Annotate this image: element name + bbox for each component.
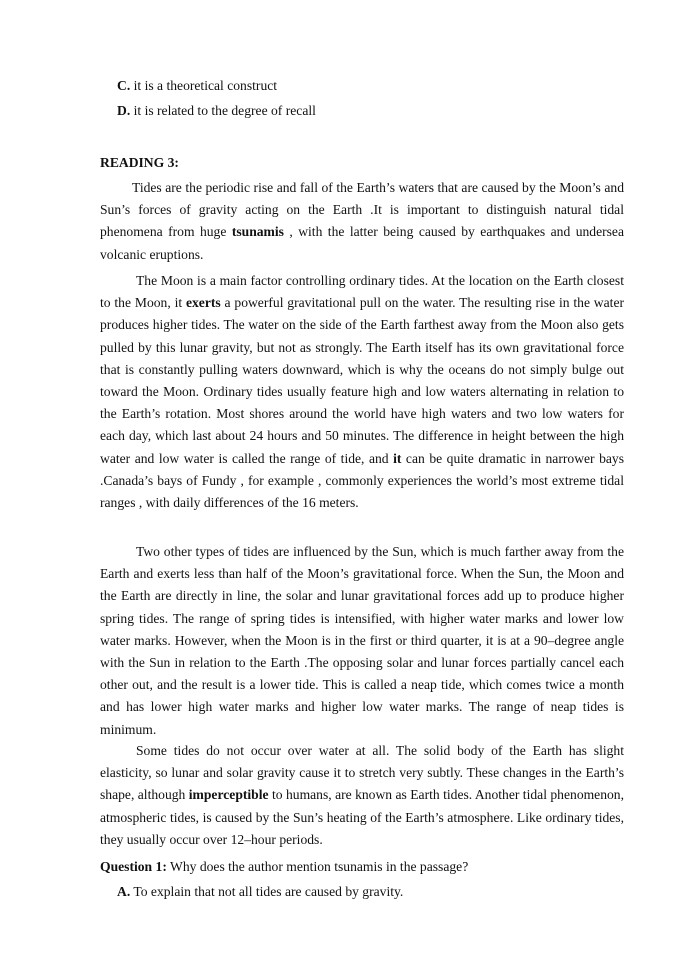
paragraph-2 xyxy=(100,270,624,514)
paragraph-1-part-a: Tides are the periodic rise and fall of the Earth’s waters that are caused by the Moon’s and Sun’s forces of gravity acting on the Earth .It is important to distinguish natural tidal phenomena from huge xyxy=(100,180,624,240)
option-a-text: To explain that not all tides are caused by gravity. xyxy=(130,884,404,899)
paragraph-4-part-a: Some tides do not occur over water at all. The solid body of the Earth has slight elasticity, so lunar and solar gravity cause it to stretch very subtly. These changes in the Earth’s shape, although xyxy=(100,743,624,803)
option-d-text: it is related to the degree of recall xyxy=(130,103,316,118)
option-a-letter: A. xyxy=(117,884,131,899)
question-1 xyxy=(100,859,468,875)
paragraph-4 xyxy=(100,740,624,851)
paragraph-2-part-c: can be quite dramatic in narrower bays .Canada’s bays of Fundy , for example , commonly experiences the world’s most extreme tidal ranges , with daily differences of the 16 meters. xyxy=(100,450,625,511)
paragraph-4-bold-word: imperceptible xyxy=(188,787,269,803)
paragraph-1-part-b: , with the latter being caused by earthquakes and undersea volcanic eruptions. xyxy=(100,224,624,262)
paragraph-1 xyxy=(100,177,624,266)
option-d-letter: D. xyxy=(117,103,131,118)
reading-heading: READING 3: xyxy=(100,155,179,170)
paragraph-2-bold-exerts: exerts xyxy=(185,295,221,311)
option-c-text: it is a theoretical construct xyxy=(130,78,278,93)
paragraph-3: Two other types of tides are influenced by the Sun, which is much farther away from the Earth and exerts less than half of the Moon’s gravitational force. When the Sun, the Moon and the Earth are directly in line, the solar and lunar gravitational forces add up to produce higher spring tides. The range of spring tides is intensified, with higher water marks and lower low water marks. However, when the Moon is in the first or third quarter, it is at a 90–degree angle with the Sun in relation to the Earth .The opposing solar and lunar forces partially cancel each other out, and the result is a lower tide. This is called a neap tide, which comes twice a month and has lower high water marks and higher low water marks. The range of neap tides is minimum. xyxy=(100,544,624,737)
option-c-letter: C. xyxy=(117,78,131,93)
question-1-label: Question 1: xyxy=(100,859,167,874)
paragraph-2-part-a: The Moon is a main factor controlling ordinary tides. At the location on the Earth closest to the Moon, it xyxy=(100,273,624,311)
option-c xyxy=(117,78,277,94)
option-d xyxy=(117,103,316,119)
paragraph-1-bold-word: tsunamis xyxy=(231,224,284,240)
paragraph-4-part-b: to humans, are known as Earth tides. Another tidal phenomenon, atmospheric tides, is caused by the Sun’s heating of the Earth’s atmosphere. Like ordinary tides, they usually occur over 12–hour periods. xyxy=(100,787,625,847)
paragraph-2-bold-it: it xyxy=(393,450,402,466)
paragraph-2-part-b: a powerful gravitational pull on the water. The resulting rise in the water produces higher tides. The water on the side of the Earth farthest away from the Moon also gets pulled by this lunar gravity, but not as strongly. The Earth itself has its own gravitational force that is constantly pulling waters downward, which is why the oceans do not simply bulge out toward the Moon. Ordinary tides usually feature high and low waters alternating in relation to the Earth’s rotation. Most shores around the world have high waters and two low waters for each day, which last about 24 hours and 50 minutes. The difference in height between the high water and low water is called the range of tide, and xyxy=(100,295,624,466)
option-a xyxy=(117,884,403,900)
question-1-text: Why does the author mention tsunamis in the passage? xyxy=(166,859,469,874)
